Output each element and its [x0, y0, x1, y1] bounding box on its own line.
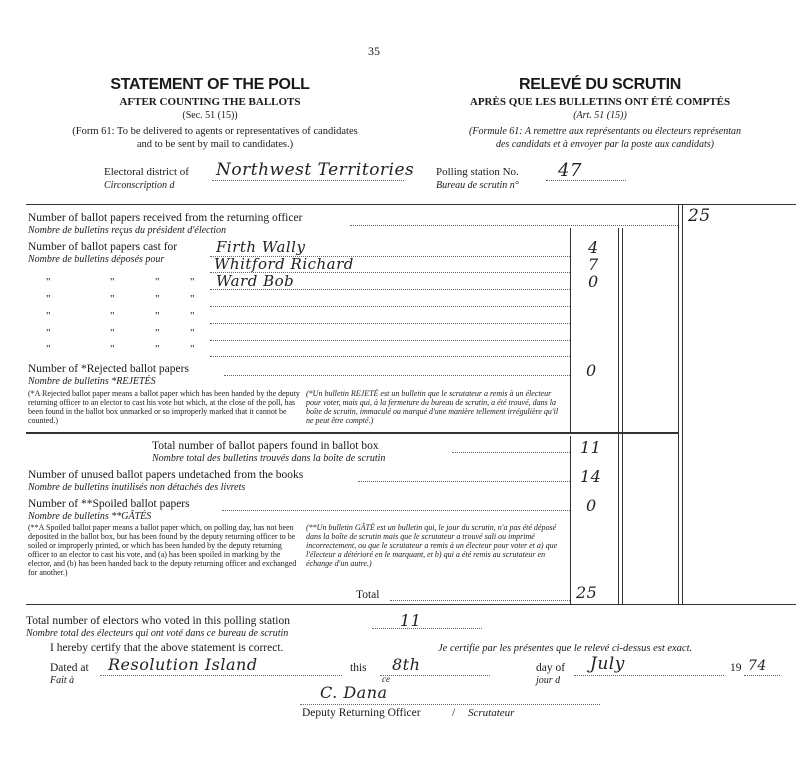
day-value: 8th: [392, 655, 421, 674]
table-bottom-border: [26, 604, 796, 605]
candidate-name: Whitford Richard: [214, 255, 354, 273]
unused-label-en: Number of unused ballot papers undetached from the books: [28, 469, 304, 481]
spoiled-label-en: Number of **Spoiled ballot papers: [28, 498, 190, 510]
polling-label-fr: Bureau de scrutin n°: [436, 180, 519, 191]
rejected-label-en: Number of *Rejected ballot papers: [28, 363, 189, 375]
spoiled-label-fr: Nombre de bulletins **GÂTÉS: [28, 511, 152, 522]
spoiled-note-en: (**A Spoiled ballot paper means a ballot paper which, on polling day, has not been deposited in the ballot box, but has been found by the deputy returning officer to be soiled or improperly printed, or which has been handed by the deputy returning officer to an elector to cast his vote, and (a) has been spoiled in marking by the elector, and (b) has been handed back to the deputy returning officer and exchanged for another.): [28, 523, 297, 577]
candidate-name: Ward Bob: [216, 272, 295, 290]
found-label-en: Total number of ballot papers found in ballot box: [152, 440, 379, 452]
polling-label-en: Polling station No.: [436, 166, 519, 178]
fr-form-line1: (Formule 61: A remettre aux représentants ou électeurs représentan: [469, 126, 741, 137]
ditto-mark: ": [155, 327, 160, 339]
ditto-mark: ": [190, 276, 195, 288]
district-line: [212, 180, 404, 181]
place-line: [100, 675, 342, 676]
en-sec: (Sec. 51 (15)): [182, 110, 238, 121]
cast-label-fr: Nombre de bulletins déposés pour: [28, 254, 165, 265]
final-col-left: [678, 204, 683, 604]
ditto-mark: ": [155, 310, 160, 322]
rejected-value: 0: [586, 361, 597, 380]
total-label: Total: [356, 589, 380, 601]
candidate-votes: 7: [588, 255, 599, 274]
page-number: 35: [368, 44, 380, 58]
month-line: [574, 675, 724, 676]
rejected-line: [224, 375, 570, 376]
year-line: [744, 675, 780, 676]
spoiled-note-fr: (**Un bulletin GÂTÉ est un bulletin qui, le jour du scrutin, n'a pas été déposé dans la boîte de scrutin mais que le scrutateur a trouvé sali ou imprimé incorrectement, ou que le scrutateur a remis à un électeur pour voter et a) que l'électeur a détérioré en le marquant, et b) qui a été remis au scrutateur en échange d'un autre.): [306, 523, 558, 568]
fr-subtitle: APRÈS QUE LES BULLETINS ONT ÉTÉ COMPTÉS: [469, 96, 731, 108]
district-label-en: Electoral district of: [104, 166, 189, 178]
total-value: 25: [576, 583, 598, 602]
en-form-line1: (Form 61: To be delivered to agents or representatives of candidates: [72, 126, 358, 137]
ditto-mark: ": [46, 276, 51, 288]
en-form-line2: and to be sent by mail to candidates.): [136, 139, 294, 150]
ditto-mark: ": [155, 343, 160, 355]
this-label: this: [350, 662, 367, 674]
dated-label-en: Dated at: [50, 662, 89, 674]
signature-line: [300, 704, 600, 705]
received-label-en: Number of ballot papers received from the returning officer: [28, 212, 303, 224]
amount-col-left: [570, 228, 571, 432]
ditto-mark: ": [190, 343, 195, 355]
amount-col-right: [618, 228, 623, 604]
district-value: Northwest Territories: [216, 160, 415, 180]
cast-label-en: Number of ballot papers cast for: [28, 241, 178, 253]
certify-en: I hereby certify that the above statement is correct.: [50, 642, 284, 654]
unused-line: [358, 481, 570, 482]
amount-col-left-2: [570, 436, 571, 604]
jour-d-label: jour d: [536, 675, 561, 686]
dated-label-fr: Fait à: [50, 675, 75, 686]
year-suffix: 74: [748, 658, 767, 674]
district-label-fr: Circonscription d: [104, 180, 175, 191]
total-line: [390, 600, 570, 601]
officer-fr: Scrutateur: [468, 707, 515, 719]
officer-en: Deputy Returning Officer: [302, 707, 421, 719]
spoiled-line: [222, 510, 570, 511]
ditto-mark: ": [110, 293, 115, 305]
ditto-mark: ": [46, 327, 51, 339]
cast-line-4: [210, 306, 570, 307]
en-title: STATEMENT OF THE POLL: [110, 76, 310, 93]
ditto-mark: ": [110, 327, 115, 339]
ditto-mark: ": [46, 310, 51, 322]
candidate-votes: 4: [588, 238, 599, 257]
unused-label-fr: Nombre de bulletins inutilisés non détachés des livrets: [28, 482, 246, 493]
electors-value: 11: [400, 611, 422, 630]
spoiled-value: 0: [586, 496, 597, 515]
ditto-mark: ": [110, 276, 115, 288]
certify-fr: Je certifie par les présentes que le relevé ci-dessus est exact.: [438, 643, 693, 654]
signature: C. Dana: [320, 683, 388, 702]
fr-form-line2: des candidats et à envoyer par la poste aux candidats): [495, 139, 714, 150]
ditto-mark: ": [155, 293, 160, 305]
en-subtitle: AFTER COUNTING THE BALLOTS: [119, 96, 301, 108]
ditto-mark: ": [190, 293, 195, 305]
cast-line-6: [210, 340, 570, 341]
found-line: [452, 452, 570, 453]
ditto-mark: ": [190, 310, 195, 322]
ditto-mark: ": [155, 276, 160, 288]
candidate-votes: 0: [588, 272, 599, 291]
ditto-mark: ": [190, 327, 195, 339]
polling-value: 47: [558, 160, 582, 181]
place-value: Resolution Island: [108, 655, 258, 674]
table-mid-border: [26, 432, 678, 434]
fr-sec: (Art. 51 (15)): [573, 110, 627, 121]
electors-label-en: Total number of electors who voted in this polling station: [26, 615, 290, 627]
electors-line: [372, 628, 482, 629]
unused-value: 14: [580, 467, 602, 486]
ce-label: ce: [382, 674, 390, 684]
found-value: 11: [580, 438, 602, 457]
cast-line-5: [210, 323, 570, 324]
cast-line-7: [210, 356, 570, 357]
day-of-label: day of: [536, 662, 566, 674]
received-line: [350, 225, 678, 226]
day-line: [380, 675, 490, 676]
ditto-mark: ": [46, 293, 51, 305]
received-label-fr: Nombre de bulletins reçus du président d'élection: [28, 225, 227, 236]
electors-label-fr: Nombre total des électeurs qui ont voté dans ce bureau de scrutin: [26, 628, 289, 639]
rejected-note-en: (*A Rejected ballot paper means a ballot paper which has been handed by the deputy returning officer to an elector to cast his vote but which, at the close of the poll, has been found in the ballot box unmarked or so improperly marked that it cannot be counted.): [28, 389, 300, 425]
month-value: July: [590, 654, 625, 674]
received-value: 25: [688, 206, 711, 226]
rejected-note-fr: (*Un bulletin REJETÉ est un bulletin que le scrutateur a remis à un électeur pour voter, mais qui, à la fermeture du bureau de scrutin, a été trouvé, dans la boîte de scrutin, immaculé ou marqué d'une manière tellement irrégulière qu'il ne peut être compté.): [306, 389, 559, 425]
found-label-fr: Nombre total des bulletins trouvés dans la boîte de scrutin: [152, 453, 386, 464]
candidate-name: Firth Wally: [216, 238, 306, 256]
ditto-mark: ": [46, 343, 51, 355]
year-prefix: 19: [730, 662, 742, 674]
ditto-mark: ": [110, 343, 115, 355]
ditto-mark: ": [110, 310, 115, 322]
officer-sep: /: [452, 707, 456, 719]
fr-title: RELEVÉ DU SCRUTIN: [518, 76, 682, 93]
rejected-label-fr: Nombre de bulletins *REJETÉS: [28, 376, 156, 387]
